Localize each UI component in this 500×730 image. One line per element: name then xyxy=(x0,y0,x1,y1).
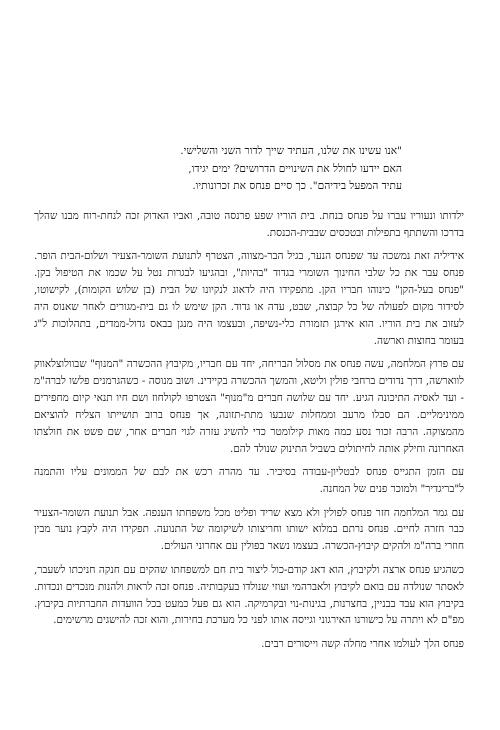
paragraph-passing: פנחס הלך לעולמו אחרי מחלה קשה וייסורים רבים. xyxy=(261,637,464,650)
paragraph-kibbutz-life: כשהגיע פנחס ארצה ולקיבוץ, הוא דאג קודם-כול ליצור בית חם למשפחתו שהקים עם חנקה חניכתו לשעבר, לאסתר שנולדה עם בואם לקיבוץ ולאברהמי ועוזי שנולדו בעקבותיה. פנחס זכה לראות ולהנות מנכדים ונכדות. בקיבוץ הוא עבד בבניין, בחצרנות, בגינות-נוי ובקרמיקה. הוא גם פעל כמעט בכל הוועדות החברתיות בקיבוץ. מפ"ם לא ויתרה על כישורנו האירגוני וגייסה אותו לפני כל מערכת בחירות, והוא זכה להישגים מרשימים. xyxy=(34,563,464,627)
quote-line: עתיד המפעל בידיהם". כך סיים פנחס את זכרונותיו. xyxy=(192,180,402,193)
paragraph-childhood: ילדותו ונעוריו עברו על פנחס בנחת. בית הוריו שפע פרנסה טובה, ואביו האדוק זכה לנחת-רוח מבנו שהלך בדרכו והשתתף בתפילות ובטכסים שבבית-הכנסת. xyxy=(34,210,464,239)
quote-line: האם יידעו לחולל את השינויים הדרושים? ימים יגידו, xyxy=(188,162,402,175)
paragraph-youth-movement: אידיליה זאת נמשכה עד שפנחס הנער, בגיל הבר-מצווה, הצטרף לתנועת השומר-הצעיר ושלום-הבית הופר. פנחס עבר את כל שלבי החינוך השומרי בגדוד "בהיות", ובהגיעו לבגרות נטל על שכמו את הטיפול בקן. "פנחס בעל-הקן" כינוהו חבריו הקן. מתפקידו היה לדאוג לנקיונו של הבית (בן שלוש הקומות), לקישוטו, לסידור מקום לפעולה של כל קבוצה, שבט, עדה או גדוד. הקן שימש לו גם בית-מגורים לאחר שאנוס היה לעזוב את בית הוריו. הוא אירגן תזמורת כלי-נשיפה, ובעצמו היה מנגן בבאס גדול-ממדים, בתהלוכות ל"ג בעומר בחוצות וארשה. xyxy=(34,250,464,347)
paragraph-postwar: עם גמר המלחמה חזר פנחס לפולין ולא מצא שריד ופליט מכל משפחתו הענפה. אבל תנועת השומר-הצעיר כבר חזרה לחיים. פנחס נרתם במלוא ישותו וחריצותו לשיקומה של התנועה. תפקידו היה לקבץ נוער מבין חוזרי ברה"מ ולהקים קיבוץ-הכשרה. בעצמו נשאר בפולין עם אחרוני העולים. xyxy=(34,506,464,553)
epigraph-quote xyxy=(102,143,402,196)
paragraph-war-escape: עם פרוץ המלחמה, עשה פנחס את מסלול הבריחה, יחד עם חבריו, מקיבוץ ההכשרה "המנוף" שבוולוצלאווק לווארשה, דרך נדודים ברחבי פולין וליטא, והמשך ההכשרה בקיידינ. ושוב מנוסה - כשהגרמנים פלשו לברה"מ - ועד לאסיה התיכונה הגיע. יחד עם שלושה חברים מ"מנוף" הצטרפו לקולחוז ושם חיו תנאי קיום מחפירים ממינימליים. הם סבלו מרעב וממחלות שנבעו מתת-תזונה, אך פנחס ברוב תושייתו הצליח להוציאם מהמצוקה. הרבה זכור נסע כמה מאות קילומטר כדי להשיג עזרה לגוי חברים אחר, שם פשט את חולצתו האחרונה וחילק אותה לחיתולים בשביל התינוק שנולד להם. xyxy=(34,358,464,455)
memorial-body-text xyxy=(34,208,464,653)
quote-line: "אנו עשינו את שלנו, העתיד שייך לדור השני והשלישי. xyxy=(180,145,402,157)
paragraph-siberia: עם הזמן התגייס פנחס לבטליון-עבודה בסיביר. עד מהרה רכש את לבם של הממונים עליו והתמנה ל"בריגדיר" ולמוכר פנים של המחנה. xyxy=(34,466,464,496)
